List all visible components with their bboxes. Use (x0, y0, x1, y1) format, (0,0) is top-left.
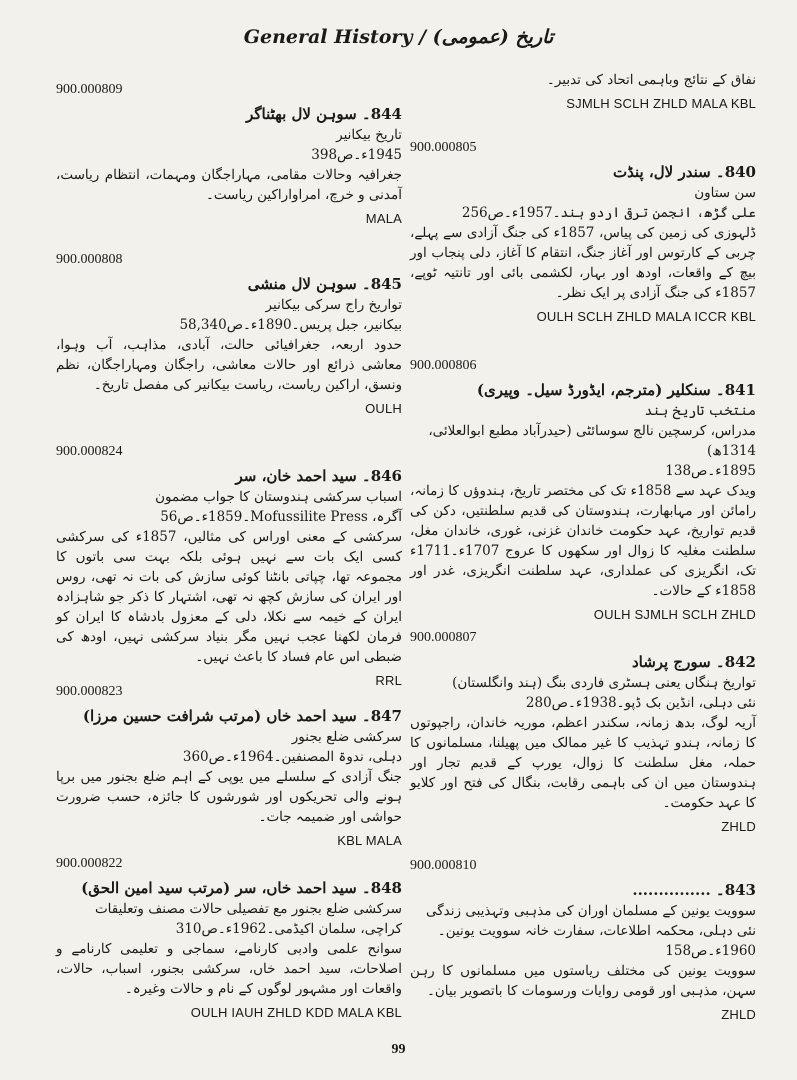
publication-info: آگرہ، Mofussilite Press۔1859ء۔ص56 (160, 509, 402, 525)
entry-description: ڈلہوزی کی زمین کی پیاس، 1857ء کی جنگ آزادی سے پہلے، چربی کے کارتوس اور آغاز جنگ، انتقام کا آغاز، دلی پنجاب اور بیچ کے واقعات، اودھ اور بہار، لکشمی بائی اور تانتیہ ٹوپے، 1857ء کی جنگ آزادی پر ایک نظر۔ (410, 225, 756, 301)
entry-description: جغرافیہ وحالات مقامی، مہاراجگان ومہمات، انتظام ریاست، آمدنی و خرچ، امراواراکین ریاست۔ (56, 167, 402, 203)
entry-title: 846۔ سید احمد خان، سر (235, 467, 402, 485)
library-codes: OULH IAUH ZHLD KDD MALA KBL (190, 1005, 402, 1020)
entry-845 (56, 252, 402, 416)
book-title: سن ستاون (694, 185, 756, 201)
library-codes: OULH SJMLH SCLH ZHLD (593, 607, 756, 622)
entry-title: 844۔ سوہن لال بھٹناگر (246, 105, 402, 123)
book-title: سرکشی ضلع بجنور (291, 729, 402, 745)
entry-843 (410, 858, 756, 1022)
publication-info: علی گڑھ، انجمن ترقی اردو ہند۔1957ء۔ص256 (461, 205, 756, 221)
entry-844 (56, 82, 402, 226)
entry-title: 843۔ ............... (632, 881, 756, 899)
library-codes: KBL MALA (337, 833, 402, 848)
publication-info: نئی دہلی، محکمہ اطلاعات، سفارت خانہ سوویت یونین۔1960ء۔ص158 (437, 923, 756, 959)
entry-description: نفاق کے نتائج وباہمی اتحاد کی تدبیر۔ (546, 72, 756, 88)
book-title: سوویت یونین کے مسلمان اوران کی مذہبی وتہذیبی زندگی (426, 903, 756, 919)
entry-841 (410, 358, 756, 622)
library-codes: OULH (365, 401, 402, 416)
book-title: منتخب تاریخ ہند (644, 403, 756, 419)
publication-info: بیکانیر، جبل پریس۔1890ء۔ص58,340 (179, 317, 402, 333)
library-codes: ZHLD (721, 819, 756, 834)
entry-description: سرکشی کے معنی اوراس کی مثالیں، 1857ء کی سرکشی کسی ایک بات سے نہیں ہوئی بلکہ بہت سی باتوں کا مجموعہ تھا، چپاتی بانٹنا کوئی سازش کی بات نہ تھی، روس اور ایران کی سازش کچھ نہ تھی، اشتہار کا ذکر جو شاہزادہ ایران کے خیمہ سے نکلا، دلی کے معزول بادشاہ کا ایران کو فرمان لکھنا عجب نہیں مگر بنیاد سرکشی نہیں، اودھ کی ضبطی اس عام فساد کا باعث نہیں۔ (56, 529, 403, 665)
accession-number: 900.000823 (56, 684, 123, 699)
entry-description: سوانح علمی وادبی کارنامے، سماجی و تعلیمی کارنامے و اصلاحات، سید احمد خاں، سرکشی بجنور، اسباب، حالات، واقعات اور مشہور لوگوں کے نام و حالات وغیرہ۔ (56, 941, 402, 997)
book-title: اسباب سرکشی ہندوستان کا جواب مضمون (155, 489, 402, 505)
entry-title: 848۔ سید احمد خاں، سر (مرتب سید امین الحق) (81, 879, 402, 897)
entry-title: 842۔ سورج پرشاد (631, 653, 756, 671)
entry-description: حدود اربعہ، جغرافیائی حالت، آبادی، مذاہب، آب وہوا، معاشی ذرائع اور حالات معاشی، راجگان ومہاراجگان، نظم ونسق، اراکین ریاست، ریاست بیکانیر کی مفصل تاریخ۔ (56, 337, 402, 393)
library-codes: SJMLH SCLH ZHLD MALA KBL (566, 96, 756, 111)
publication-info: مدراس، کرسچین نالج سوسائٹی (حیدرآباد مطبع ابوالعلائی، 1314ھ) (428, 423, 756, 459)
entry-title: 841۔ سنکلیر (مترجم، ایڈورڈ سیل۔ وپیری) (476, 381, 756, 399)
entry-840 (410, 140, 756, 324)
entry-description: جنگ آزادی کے سلسلے میں یوپی کے اہم ضلع بجنور میں برپا ہونے والی تحریکوں اور شورشوں کا جائزہ، حسب ضرورت حواشی اور ضمیمہ جات۔ (56, 769, 402, 825)
entry-title: 845۔ سوہن لال منشی (247, 275, 402, 293)
continued-entry (410, 70, 756, 111)
library-codes: MALA (365, 211, 402, 226)
publication-info: دہلی، ندوۃ المصنفین۔1964ء۔ص360 (182, 749, 402, 765)
publication-info: کراچی، سلمان اکیڈمی۔1962ء۔ص310 (175, 921, 402, 937)
accession-number: 900.000808 (56, 252, 123, 267)
accession-number: 900.000806 (410, 358, 477, 373)
page-header: General History / (عمومی) تاریخ (243, 26, 554, 48)
entry-description: ویدک عہد سے 1858ء تک کی مختصر تاریخ، ہندوؤں کا زمانہ، رامائن اور مہابھارت، ہندوستان کی قدیم سلطنتیں، دکن کی قدیم تواریخ، عہد حکومت خاندان غزنی، غوری، خاندان مغل، سلطنت مغلیہ کا زوال اور سکھوں کا عروج 1707ء۔1711ء تک، انگریزی کی عملداری، عہد سلطنت انگریزی، غدر اور 1858ء کے حالات۔ (410, 483, 756, 599)
entry-description: آریہ لوگ، بدھ زمانہ، سکندر اعظم، موریہ خاندان، راجپوتوں کا زمانہ، ہندو تہذیب کا غیر ممالک میں پھیلنا، مسلمانوں کا حملہ، مغل سلطنت کا زوال، یورپ کے قدیم تجار اور ہندوستان میں ان کی باہمی رقابت، بنگال کی فتح اور کلایو کا عہد حکومت۔ (410, 715, 756, 811)
book-title: سرکشی ضلع بجنور مع تفصیلی حالات مصنف وتعلیقات (94, 901, 402, 917)
entry-title: 840۔ سندر لال، پنڈت (613, 163, 756, 181)
accession-number: 900.000810 (410, 858, 477, 873)
publication-year-pages: 1895ء۔ص138 (665, 463, 756, 479)
publication-info: نئی دہلی، انڈین بک ڈپو۔1938ء۔ص280 (525, 695, 756, 711)
accession-number: 900.000809 (56, 82, 123, 97)
accession-number: 900.000824 (56, 444, 123, 459)
library-codes: ZHLD (721, 1007, 756, 1022)
entry-848 (56, 856, 402, 1020)
library-codes: OULH SCLH ZHLD MALA ICCR KBL (536, 309, 756, 324)
publication-info: 1945ء۔ص398 (311, 147, 402, 163)
entry-title: 847۔ سید احمد خاں (مرتب شرافت حسین مرزا) (82, 707, 402, 725)
entry-846 (56, 444, 402, 688)
library-codes: RRL (375, 673, 402, 688)
page-number: 99 (391, 1042, 406, 1057)
entry-847 (56, 684, 402, 848)
entry-description: سوویت یونین کی مختلف ریاستوں میں مسلمانوں کا رہن سہن، مذہبی اور قومی روایات ورسومات کا باتصویر بیان۔ (410, 963, 756, 999)
book-title: تواریخ راج سرکی بیکانیر (265, 297, 402, 313)
book-title: تاریخ بیکانیر (336, 127, 402, 143)
accession-number: 900.000805 (410, 140, 477, 155)
accession-number: 900.000822 (56, 856, 123, 871)
entry-842 (410, 630, 756, 834)
accession-number: 900.000807 (410, 630, 477, 645)
book-title: تواریخ ہنگاں یعنی ہسٹری فاردی بنگ (ہند وانگلستان) (452, 675, 756, 691)
